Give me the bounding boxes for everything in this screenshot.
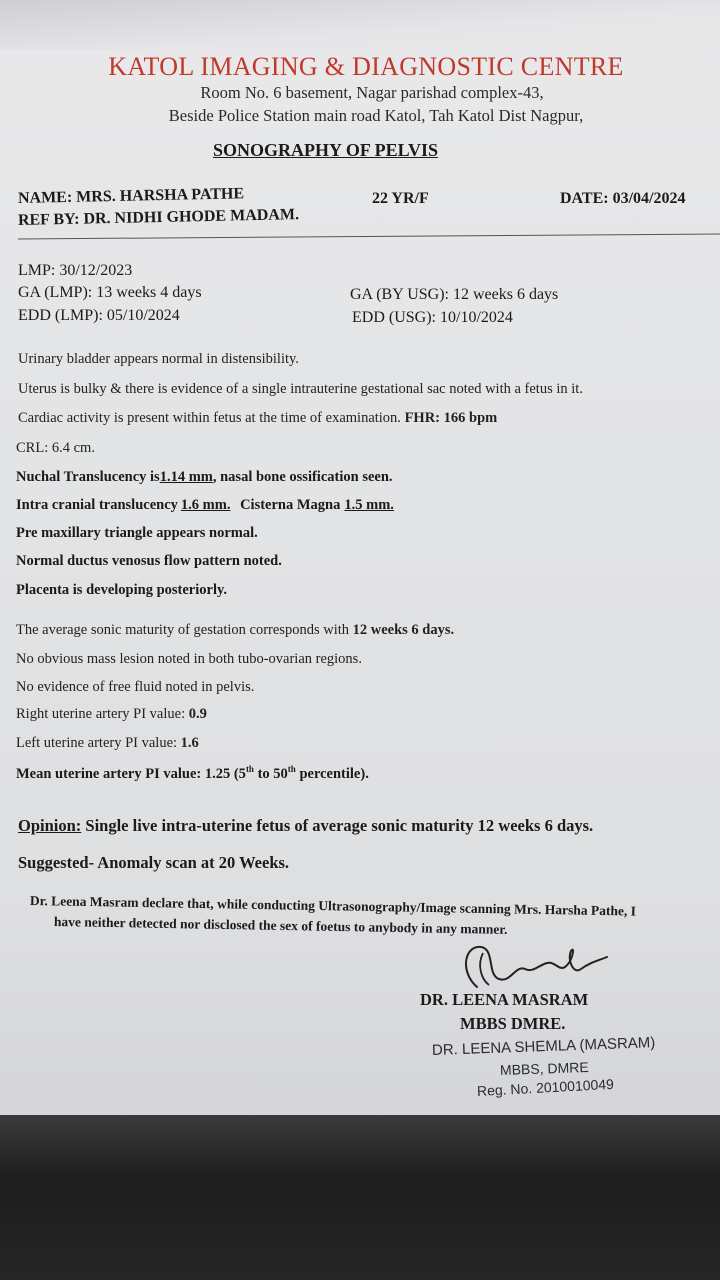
patient-name: MRS. HARSHA PATHE xyxy=(76,185,245,206)
cm-value: 1.5 mm. xyxy=(344,497,394,513)
mean-pi-sup-2: th xyxy=(287,764,296,774)
finding-cardiac-row xyxy=(18,410,497,427)
ga-lmp: GA (LMP): 13 weeks 4 days xyxy=(18,284,202,301)
declaration-line-1: Dr. Leena Masram declare that, while conducting Ultrasonography/Image scanning Mrs. Harsha Pathe, I xyxy=(29,893,637,919)
finding-maturity-row xyxy=(16,622,454,639)
right-pi-value: 0.9 xyxy=(188,706,207,722)
finding-crl: CRL: 6.4 cm. xyxy=(16,440,95,456)
name-label: NAME: xyxy=(17,188,73,207)
address-line-2: Beside Police Station main road Katol, Tah Katol Dist Nagpur, xyxy=(168,106,584,125)
finding-bladder: Urinary bladder appears normal in distensibility. xyxy=(18,351,299,367)
centre-name: KATOL IMAGING & DIAGNOSTIC CENTRE xyxy=(108,52,624,81)
finding-mean-pi xyxy=(16,764,369,783)
doctor-qualification: MBBS DMRE. xyxy=(460,1014,566,1033)
finding-ductus: Normal ductus venosus flow pattern noted. xyxy=(16,553,282,569)
finding-fhr: FHR: 166 bpm xyxy=(404,410,498,426)
finding-nt-row xyxy=(16,469,393,486)
declaration-line-2: have neither detected nor disclosed the sex of foetus to anybody in any manner. xyxy=(53,914,508,937)
mean-pi-part-b: to 50 xyxy=(253,765,288,782)
left-pi-value: 1.6 xyxy=(180,735,199,751)
address-line-1: Room No. 6 basement, Nagar parishad complex-43, xyxy=(200,83,544,102)
report-date: 03/04/2024 xyxy=(612,190,686,207)
ref-label: REF BY: xyxy=(17,210,80,229)
finding-fluid: No evidence of free fluid noted in pelvis. xyxy=(16,679,255,695)
ict-value: 1.6 mm. xyxy=(180,497,231,513)
right-pi-label: Right uterine artery PI value: xyxy=(16,706,186,722)
patient-age-sex: 22 YR/F xyxy=(372,190,429,207)
referred-by-row xyxy=(18,206,299,230)
stamp-name: DR. LEENA SHEMLA (MASRAM) xyxy=(431,1034,656,1059)
suggested: Suggested- Anomaly scan at 20 Weeks. xyxy=(18,853,290,872)
opinion-row xyxy=(18,816,593,836)
finding-right-pi-row xyxy=(16,706,207,723)
mean-pi-part-c: percentile). xyxy=(295,765,369,782)
mean-pi-part-a: Mean uterine artery PI value: 1.25 (5 xyxy=(16,765,246,782)
finding-cardiac: Cardiac activity is present within fetus at the time of examination. xyxy=(18,410,401,426)
report-date-row xyxy=(560,190,685,208)
lmp: LMP: 30/12/2023 xyxy=(18,262,133,279)
left-pi-label: Left uterine artery PI value: xyxy=(16,735,178,751)
finding-left-pi-row xyxy=(16,735,199,752)
opinion-label: Opinion: xyxy=(18,816,82,835)
referred-by: DR. NIDHI GHODE MADAM. xyxy=(83,206,300,228)
stamp-registration: Reg. No. 2010010049 xyxy=(476,1075,615,1099)
mean-pi-sup-1: th xyxy=(245,764,254,774)
edd-usg: EDD (USG): 10/10/2024 xyxy=(352,309,513,326)
stamp-qualification: MBBS, DMRE xyxy=(499,1058,589,1078)
finding-uterus: Uterus is bulky & there is evidence of a single intrauterine gestational sac noted with a fetus in it. xyxy=(18,381,583,397)
finding-ict-row xyxy=(16,497,394,514)
cm-prefix: Cisterna Magna xyxy=(240,497,341,513)
report-title: SONOGRAPHY OF PELVIS xyxy=(213,140,439,160)
date-label: DATE: xyxy=(560,190,609,207)
handwritten-signature xyxy=(455,935,625,995)
opinion-text: Single live intra-uterine fetus of average sonic maturity 12 weeks 6 days. xyxy=(85,816,594,835)
nt-prefix: Nuchal Translucency is xyxy=(16,469,160,485)
paper-edge-shadow xyxy=(0,0,720,50)
patient-name-row xyxy=(18,185,244,208)
doctor-name: DR. LEENA MASRAM xyxy=(420,990,589,1009)
nt-suffix: , nasal bone ossification seen. xyxy=(212,469,393,485)
header-divider xyxy=(18,234,720,240)
ict-prefix: Intra cranial translucency xyxy=(16,497,178,513)
background-surface xyxy=(0,1115,720,1280)
finding-mass: No obvious mass lesion noted in both tubo-ovarian regions. xyxy=(16,651,362,667)
maturity-prefix: The average sonic maturity of gestation corresponds with xyxy=(16,622,349,638)
ga-usg: GA (BY USG): 12 weeks 6 days xyxy=(350,286,559,303)
nt-value: 1.14 mm xyxy=(159,469,213,485)
edd-lmp: EDD (LMP): 05/10/2024 xyxy=(18,307,180,324)
finding-premaxillary: Pre maxillary triangle appears normal. xyxy=(16,525,258,541)
maturity-value: 12 weeks 6 days. xyxy=(352,622,455,638)
finding-placenta: Placenta is developing posteriorly. xyxy=(16,582,228,598)
